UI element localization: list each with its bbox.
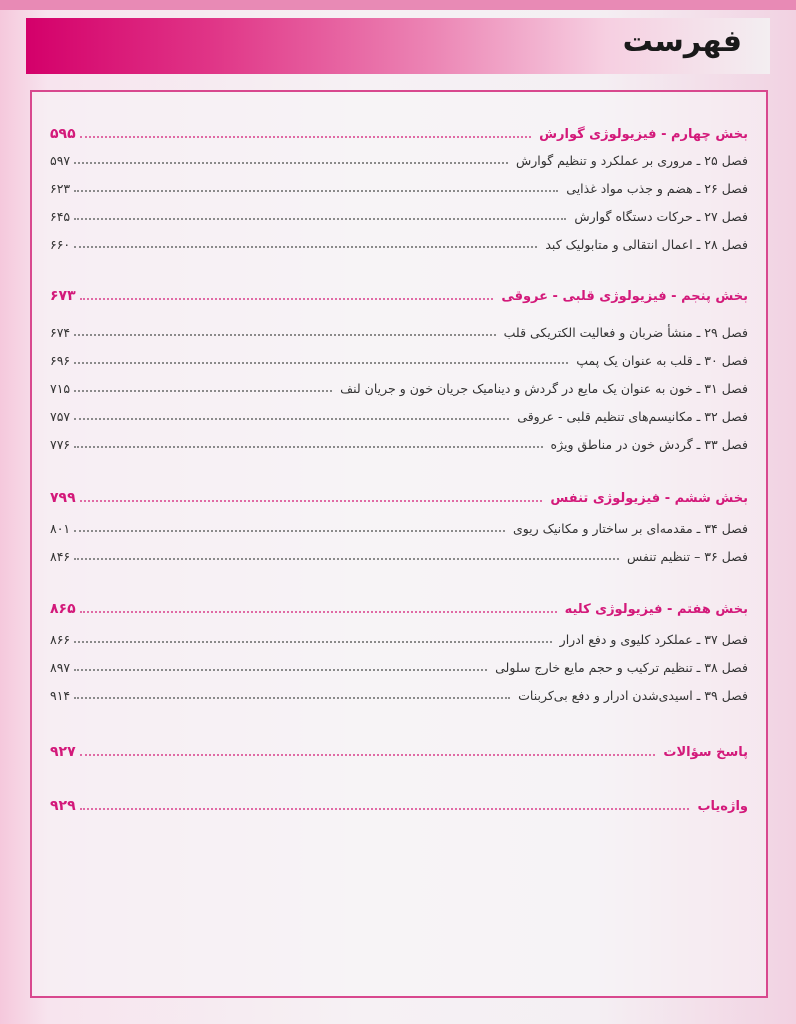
chapter-title: فصل ۲۵ ـ مروری بر عملکرد و تنظیم گوارش — [515, 153, 748, 168]
dot-leader — [74, 697, 510, 699]
chapter-row[interactable] — [50, 376, 748, 396]
section-row[interactable] — [50, 740, 748, 760]
chapter-title: فصل ۳۹ ـ اسیدی‌شدن ادرار و دفع بی‌کربنات — [518, 688, 748, 703]
dot-leader — [74, 334, 496, 336]
chapter-page-number: ۶۹۶ — [50, 353, 71, 368]
dot-leader — [74, 362, 568, 364]
section-page-number: ۵۹۵ — [50, 126, 76, 142]
chapter-title: فصل ۲۷ ـ حرکات دستگاه گوارش — [574, 209, 748, 224]
chapter-title: فصل ۳۱ ـ خون به عنوان یک مایع در گردش و دینامیک جریان خون و جریان لنف — [340, 381, 748, 396]
chapter-title: فصل ۳۷ ـ عملکرد کلیوی و دفع ادرار — [559, 632, 748, 647]
chapter-title: فصل ۳۸ ـ تنظیم ترکیب و حجم مایع خارج سلولی — [495, 660, 748, 675]
chapter-row[interactable] — [50, 204, 748, 224]
section-row[interactable] — [50, 486, 748, 506]
section-row[interactable] — [50, 597, 748, 617]
chapter-row[interactable] — [50, 516, 748, 536]
chapter-page-number: ۸۹۷ — [50, 660, 71, 675]
section-page-number: ۷۹۹ — [50, 490, 76, 506]
chapter-title: فصل ۲۶ ـ هضم و جذب مواد غذایی — [566, 181, 748, 196]
chapter-page-number: ۸۴۶ — [50, 549, 71, 564]
section-page-number: ۹۲۷ — [50, 744, 76, 760]
dot-leader — [80, 808, 690, 810]
chapter-title: فصل ۳۴ ـ مقدمه‌ای بر ساختار و مکانیک ریوی — [512, 521, 748, 536]
chapter-title: فصل ۳۲ ـ مکانیسم‌های تنظیم قلبی - عروقی — [517, 409, 748, 424]
dot-leader — [74, 446, 542, 448]
chapter-title: فصل ۳۳ ـ گردش خون در مناطق ویژه — [550, 437, 748, 452]
chapter-page-number: ۷۵۷ — [50, 409, 71, 424]
chapter-page-number: ۶۲۳ — [50, 181, 71, 196]
chapter-row[interactable] — [50, 348, 748, 368]
dot-leader — [74, 246, 537, 248]
chapter-title: فصل ۳۶ – تنظیم تنفس — [627, 549, 748, 564]
section-row[interactable] — [50, 794, 748, 814]
chapter-page-number: ۵۹۷ — [50, 153, 71, 168]
dot-leader — [74, 218, 566, 220]
dot-leader — [80, 136, 531, 138]
dot-leader — [74, 641, 552, 643]
section-row[interactable] — [50, 122, 748, 142]
chapter-page-number: ۷۱۵ — [50, 381, 71, 396]
section-title: بخش چهارم - فیزیولوژی گوارش — [539, 127, 748, 142]
chapter-row[interactable] — [50, 404, 748, 424]
chapter-title: فصل ۲۸ ـ اعمال انتقالی و متابولیک کبد — [545, 237, 748, 252]
section-row[interactable] — [50, 284, 748, 304]
dot-leader — [74, 162, 508, 164]
chapter-page-number: ۶۶۰ — [50, 237, 71, 252]
dot-leader — [74, 558, 619, 560]
chapter-row[interactable] — [50, 320, 748, 340]
dot-leader — [80, 500, 543, 502]
header-band — [26, 18, 770, 74]
chapter-title: فصل ۳۰ ـ قلب به عنوان یک پمپ — [576, 353, 748, 368]
section-page-number: ۶۷۳ — [50, 288, 76, 304]
dot-leader — [74, 418, 509, 420]
chapter-page-number: ۷۷۶ — [50, 437, 71, 452]
chapter-row[interactable] — [50, 432, 748, 452]
chapter-page-number: ۶۴۵ — [50, 209, 71, 224]
chapter-page-number: ۶۷۴ — [50, 325, 71, 340]
section-title: بخش هفتم - فیزیولوژی کلیه — [564, 602, 748, 617]
page-title: فهرست — [622, 24, 742, 59]
dot-leader — [74, 669, 487, 671]
chapter-page-number: ۸۰۱ — [50, 521, 71, 536]
chapter-row[interactable] — [50, 176, 748, 196]
chapter-row[interactable] — [50, 655, 748, 675]
dot-leader — [74, 530, 505, 532]
section-title: پاسخ سؤالات — [663, 745, 748, 760]
dot-leader — [80, 298, 494, 300]
section-title: بخش ششم - فیزیولوژی تنفس — [550, 491, 748, 506]
chapter-row[interactable] — [50, 683, 748, 703]
section-title: واژه‌یاب — [697, 799, 748, 814]
section-page-number: ۸۶۵ — [50, 601, 76, 617]
chapter-row[interactable] — [50, 232, 748, 252]
chapter-row[interactable] — [50, 544, 748, 564]
chapter-row[interactable] — [50, 148, 748, 168]
table-of-contents — [32, 92, 766, 996]
chapter-title: فصل ۲۹ ـ منشأ ضربان و فعالیت الکتریکی قلب — [503, 325, 748, 340]
toc-frame — [30, 90, 768, 998]
dot-leader — [80, 611, 557, 613]
dot-leader — [80, 754, 656, 756]
top-pink-strip — [0, 0, 796, 10]
chapter-page-number: ۹۱۴ — [50, 688, 71, 703]
dot-leader — [74, 190, 558, 192]
dot-leader — [74, 390, 332, 392]
chapter-row[interactable] — [50, 627, 748, 647]
section-title: بخش پنجم - فیزیولوژی قلبی - عروقی — [501, 289, 748, 304]
section-page-number: ۹۲۹ — [50, 798, 76, 814]
chapter-page-number: ۸۶۶ — [50, 632, 71, 647]
